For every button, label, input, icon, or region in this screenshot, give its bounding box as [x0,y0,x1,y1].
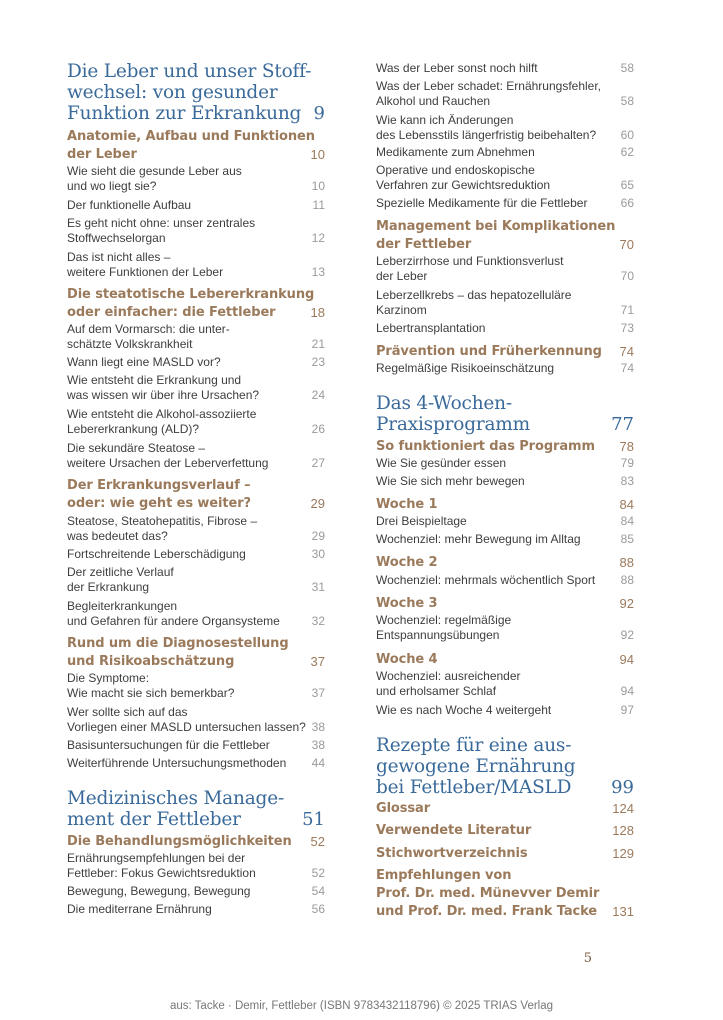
toc-chapter [376,735,634,798]
toc-title [67,61,310,124]
toc-title-line: oder einfacher: die Fettleber [67,305,276,320]
toc-title-line: Empfehlungen von [376,868,512,883]
toc-entry [67,756,325,771]
toc-title [376,822,608,840]
toc-title [376,438,616,456]
toc-title-line: Ernährungsempfehlungen bei der [67,851,246,865]
toc-title-line: Drei Beispieltage [376,514,467,528]
toc-page-number: 26 [311,421,325,436]
toc-title-line: Leberzirrhose und Funktionsverlust [376,254,564,268]
toc-title [376,735,607,798]
toc-page-number: 71 [620,302,634,317]
toc-title-line: Wie entsteht die Alkohol-assoziierte [67,407,257,421]
toc-entry [376,254,634,283]
toc-section [376,496,634,514]
toc-title-line: der Erkrankung [67,579,150,594]
toc-title [376,867,608,921]
toc-title-line: ment der Fettleber [67,809,241,830]
toc-title-line: Wochenziel: mehrmals wöchentlich Sport [376,573,596,587]
toc-section [67,635,325,671]
toc-title-line: und Prof. Dr. med. Frank Tacke [376,904,598,919]
toc-title-line: Begleiterkrankungen [67,599,178,613]
toc-title-line: Die mediterrane Ernährung [67,902,212,916]
toc-page-number: 88 [619,555,634,570]
toc-title [376,113,617,142]
toc-title [376,554,616,572]
toc-title [67,407,308,436]
toc-page-number: 73 [620,321,634,335]
toc-title [67,164,308,193]
copyright-footer: aus: Tacke · Demir, Fettleber (ISBN 9783432118796) © 2025 TRIAS Verlag [169,1000,554,1012]
toc-page-number: 29 [311,528,325,543]
toc-title [67,250,308,279]
toc-title-line: Wie es nach Woche 4 weitergeht [376,703,552,717]
toc-title [376,163,617,192]
toc-title [67,884,308,899]
toc-title [376,218,616,254]
toc-title-line: Auf dem Vormarsch: die unter- [67,322,230,336]
toc-title-line: Wie entsteht die Erkrankung und [67,373,242,387]
toc-page-number: 124 [612,801,634,816]
toc-entry [67,216,325,245]
toc-title [67,833,307,851]
toc-page-number: 58 [620,93,634,108]
toc-title-line: der Fettleber [376,237,472,252]
toc-page-number: 77 [611,414,634,435]
toc-title [67,599,308,628]
toc-page-number: 32 [311,613,325,628]
toc-title-line: Wie Sie sich mehr bewegen [376,474,525,488]
toc-title-line: was bedeutet das? [67,528,168,543]
toc-title-line: und Risikoabschätzung [67,654,235,669]
page-number: 5 [583,951,592,966]
toc-page-number: 51 [302,809,325,830]
toc-title [67,756,308,771]
toc-page-number: 56 [311,902,325,916]
toc-title-line: Wann liegt eine MASLD vor? [67,355,221,369]
toc-title-line: Stichwortverzeichnis [376,846,528,861]
toc-title-line: Fortschreitende Leberschädigung [67,547,246,561]
toc-title-line: Woche 2 [376,555,438,570]
toc-title-line: Glossar [376,801,431,816]
toc-title-line: schätzte Volkskrankheit [67,336,193,351]
toc-entry [67,547,325,562]
toc-title-line: Das ist nicht alles – [67,250,171,264]
toc-page-number: 27 [311,455,325,470]
toc-title [376,61,617,76]
toc-title-line: Spezielle Medikamente für die Fettleber [376,196,588,210]
toc-page-number: 18 [310,305,325,320]
toc-title-line: der Leber [376,268,428,283]
toc-section [376,867,634,921]
toc-entry [376,79,634,108]
toc-page-number: 129 [612,846,634,861]
toc-title-line: Lebererkrankung (ALD)? [67,421,200,436]
toc-page-number: 44 [311,756,325,770]
toc-entry [67,565,325,594]
toc-section [376,595,634,613]
toc-entry [67,373,325,402]
toc-title-line: Weiterführende Untersuchungsmethoden [67,756,287,770]
toc-title-line: und erholsamer Schlaf [376,683,497,698]
toc-entry [376,321,634,336]
toc-title-line: Wer sollte sich auf das [67,705,188,719]
toc-title-line: Stoffwechselorgan [67,230,166,245]
toc-section [67,477,325,513]
toc-entry [376,532,634,547]
toc-page-number: 11 [312,198,325,212]
toc-title-line: Die Leber und unser Stoff- [67,61,312,82]
toc-section [376,438,634,456]
toc-page-number: 60 [620,127,634,142]
toc-entry [67,250,325,279]
toc-page-number: 84 [619,497,634,512]
toc-page-number: 10 [310,147,325,162]
toc-page-number: 12 [311,230,325,245]
toc-entry [376,703,634,718]
toc-section [376,822,634,840]
toc-entry [376,113,634,142]
toc-title-line: Medizinisches Manage- [67,788,284,809]
toc-entry [376,361,634,376]
toc-chapter [67,61,325,124]
toc-title [376,496,616,514]
toc-title-line: Die sekundäre Steatose – [67,441,206,455]
toc-page-number: 66 [620,196,634,210]
toc-entry [67,738,325,753]
toc-page-number: 52 [310,834,325,849]
toc-title [376,669,617,698]
toc-entry [67,902,325,917]
toc-entry [376,196,634,211]
toc-title [376,703,617,718]
toc-entry [67,851,325,880]
toc-entry [376,573,634,588]
toc-title-line: Die Symptome: [67,671,150,685]
toc-title-line: Woche 4 [376,652,438,667]
toc-section [67,833,325,851]
toc-entry [67,322,325,351]
toc-title-line: Praxisprogramm [376,414,530,435]
toc-page-number: 74 [620,361,634,375]
toc-title-line: was wissen wir über ihre Ursachen? [67,387,260,402]
toc-title [376,288,617,317]
toc-title [376,145,617,160]
toc-title [67,198,309,213]
toc-title-line: Rezepte für eine aus- [376,735,572,756]
toc-title [67,902,308,917]
toc-title-line: Anatomie, Aufbau und Funktionen [67,129,315,144]
toc-page-number: 128 [612,823,634,838]
toc-entry [67,514,325,543]
toc-title-line: Vorliegen einer MASLD untersuchen lassen? [67,719,306,734]
toc-page-number: 21 [311,336,325,351]
toc-section [376,343,634,361]
toc-entry [67,884,325,899]
toc-entry [67,671,325,700]
toc-title-line: Die steatotische Lebererkrankung [67,287,315,302]
toc-title [376,651,616,669]
toc-title-line: Prof. Dr. med. Münevver Demir [376,886,600,901]
toc-page-number: 23 [311,355,325,369]
toc-title-line: gewogene Ernährung [376,756,576,777]
toc-title-line: Der funktionelle Aufbau [67,198,192,212]
toc-title-line: Verwendete Literatur [376,823,532,838]
toc-entry [67,355,325,370]
toc-page-number: 10 [311,178,325,193]
toc-title-line: Operative und endoskopische [376,163,535,177]
toc-title-line: Die Behandlungsmöglichkeiten [67,834,292,849]
toc-title [376,613,617,642]
toc-title [376,343,616,361]
toc-title-line: Entspannungsübungen [376,627,500,642]
toc-title-line: Leberzellkrebs – das hepatozelluläre [376,288,572,302]
toc-title [376,845,608,863]
toc-title-line: Regelmäßige Risikoeinschätzung [376,361,555,375]
toc-title-line: Woche 1 [376,497,438,512]
toc-entry [376,613,634,642]
toc-page-number: 99 [611,777,634,798]
toc-page-number: 85 [620,532,634,546]
toc-page-number: 38 [311,719,325,734]
toc-title [67,514,308,543]
toc-title [376,474,617,489]
toc-title-line: So funktioniert das Programm [376,439,595,454]
toc-title [67,788,298,830]
toc-title [67,635,307,671]
toc-page-number: 97 [620,703,634,717]
toc-chapter [67,788,325,830]
toc-title-line: Wochenziel: regelmäßige [376,613,512,627]
toc-entry [67,198,325,213]
toc-section [376,218,634,254]
toc-entry [376,669,634,698]
toc-title [67,738,308,753]
toc-page-number: 70 [620,268,634,283]
toc-title [67,355,308,370]
toc-page-number: 65 [620,177,634,192]
toc-title [376,361,617,376]
toc-title-line: Es geht nicht ohne: unser zentrales [67,216,256,230]
toc-page-number: 58 [620,61,634,75]
toc-title [67,128,315,164]
toc-title-line: wechsel: von gesunder [67,82,278,103]
toc-entry [67,705,325,734]
toc-entry [67,441,325,470]
toc-title [67,322,308,351]
toc-title-line: Woche 3 [376,596,438,611]
toc-page-number: 70 [619,237,634,252]
toc-title-line: Wie Sie gesünder essen [376,456,507,470]
toc-title-line: der Leber [67,147,137,162]
toc-title [67,477,307,513]
toc-title [376,800,608,818]
toc-page-number: 92 [619,596,634,611]
toc-title-line: Management bei Komplikationen [376,219,616,234]
toc-entry [376,514,634,529]
toc-page-number: 38 [311,738,325,752]
toc-page-number: 62 [620,145,634,159]
toc-page-number: 29 [310,496,325,511]
toc-title-line: des Lebensstils längerfristig beibehalten? [376,127,597,142]
toc-entry [67,407,325,436]
toc-page-number: 94 [619,652,634,667]
toc-page-number: 83 [620,474,634,488]
toc-title-line: bei Fettleber/MASLD [376,777,572,798]
toc-page-number: 94 [620,683,634,698]
toc-entry [376,145,634,160]
toc-title-line: Lebertransplantation [376,321,486,335]
toc-title-line: Steatose, Steatohepatitis, Fibrose – [67,514,258,528]
toc-page-number: 74 [619,344,634,359]
toc-title-line: Wochenziel: ausreichender [376,669,521,683]
toc-entry [67,164,325,193]
toc-section [376,800,634,818]
toc-title [67,441,308,470]
toc-title-line: weitere Ursachen der Leberverfettung [67,455,269,470]
toc-title-line: Wie macht sie sich bemerkbar? [67,685,235,700]
toc-entry [67,599,325,628]
toc-page-number: 79 [620,456,634,470]
toc-page-number: 92 [620,627,634,642]
toc-title [376,514,617,529]
toc-title-line: oder: wie geht es weiter? [67,496,251,511]
toc-title [376,595,616,613]
toc-title [67,286,315,322]
toc-entry [376,163,634,192]
toc-title-line: Medikamente zum Abnehmen [376,145,535,159]
toc-title [376,321,617,336]
toc-title-line: Funktion zur Erkrankung [67,103,302,124]
toc-page-number: 84 [620,514,634,528]
toc-title [67,671,308,700]
toc-title-line: Alkohol und Rauchen [376,93,491,108]
toc-section [67,286,325,322]
toc-title-line: Bewegung, Bewegung, Bewegung [67,884,251,898]
toc-title-line: Was der Leber schadet: Ernährungsfehler, [376,79,602,93]
toc-title-line: und Gefahren für andere Organsysteme [67,613,280,628]
toc-title-line: weitere Funktionen der Leber [67,264,224,279]
toc-title [67,851,308,880]
toc-title [67,705,308,734]
toc-entry [376,288,634,317]
toc-title [67,565,308,594]
toc-title [67,216,308,245]
toc-title-line: Das 4-Wochen- [376,393,512,414]
toc-section [376,651,634,669]
toc-page-number: 78 [619,439,634,454]
toc-section [67,128,325,164]
toc-page-number: 13 [311,264,325,279]
toc-title-line: Wie sieht die gesunde Leber aus [67,164,242,178]
toc-title-line: Wie kann ich Änderungen [376,113,514,127]
toc-title [376,573,617,588]
toc-page-number: 37 [311,685,325,700]
toc-title [376,196,617,211]
toc-title-line: Wochenziel: mehr Bewegung im Alltag [376,532,581,546]
toc-title-line: Der Erkrankungsverlauf – [67,478,251,493]
toc-entry [376,456,634,471]
toc-title-line: und wo liegt sie? [67,178,157,193]
toc-title-line: Was der Leber sonst noch hilft [376,61,538,75]
toc-page-number: 131 [612,904,634,919]
toc-page-number: 52 [311,865,325,880]
toc-section [376,554,634,572]
toc-title [67,547,308,562]
toc-title-line: Karzinom [376,302,427,317]
toc-entry [376,474,634,489]
toc-title [67,373,308,402]
toc-page-number: 31 [311,579,325,594]
toc-chapter [376,393,634,435]
toc-title-line: Basisuntersuchungen für die Fettleber [67,738,270,752]
toc-section [376,845,634,863]
toc-title-line: Prävention und Früherkennung [376,344,602,359]
toc-title [376,532,617,547]
toc-title-line: Verfahren zur Gewichtsreduktion [376,177,551,192]
toc-title-line: Rund um die Diagnosestellung [67,636,289,651]
toc-page-number: 54 [311,884,325,898]
toc-page-number: 88 [620,573,634,587]
toc-title [376,254,617,283]
toc-page-number: 24 [311,387,325,402]
toc-page-number: 9 [313,103,325,124]
toc-entry [376,61,634,76]
toc-title-line: Der zeitliche Verlauf [67,565,174,579]
toc-page-number: 37 [310,654,325,669]
toc-title [376,456,617,471]
toc-title-line: Fettleber: Fokus Gewichtsreduktion [67,865,256,880]
toc-title [376,393,607,435]
toc-page-number: 30 [311,547,325,561]
toc-title [376,79,617,108]
